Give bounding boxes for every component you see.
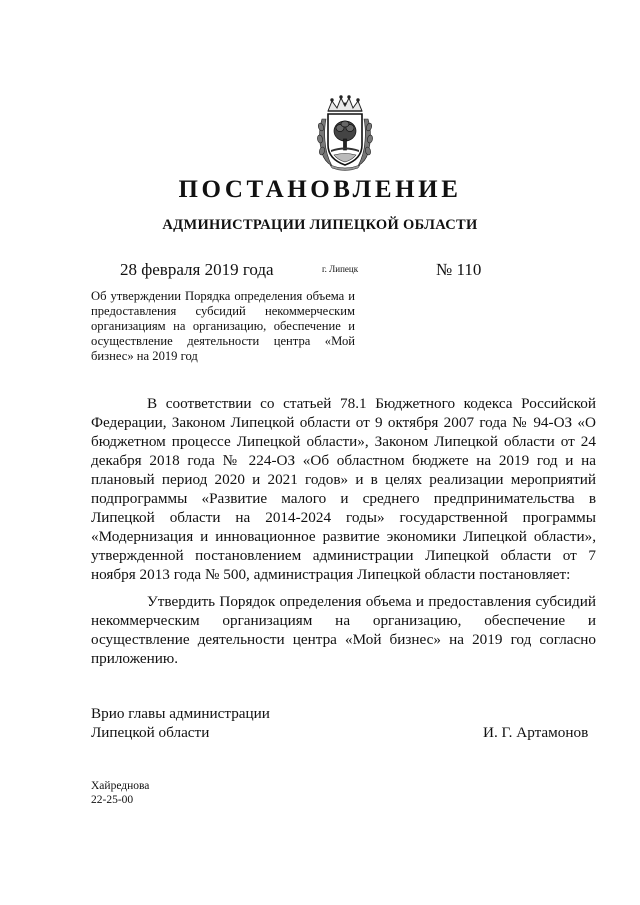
preamble-paragraph: В соответствии со статьей 78.1 Бюджетного кодекса Российской Федерации, Законом Липецкой области от 9 октября 2007 года № 94-ОЗ «О бюджетном процессе Липецкой области», Законом Липецкой области от 24 декабря 2018 года № 224-ОЗ «Об областном бюджете на 2019 год и на плановый период 2020 и 2021 годов» и в целях реализации мероприятий подпрограммы «Развитие малого и среднего предпринимательства в Липецкой области на 2014-2024 годы» государственной программы «Модернизация и инновационное развитие экономики Липецкой области», утвержденной постановлением администрации Липецкой области от 7 ноября 2013 года № 500, администрация Липецкой области постановляет:: [91, 395, 596, 583]
document-title: ПОСТАНОВЛЕНИЕ: [178, 176, 462, 203]
signatory-name: И. Г. Артамонов: [483, 724, 589, 741]
signatory-position-line-1: Врио главы администрации: [91, 705, 270, 722]
signatory-position-line-2: Липецкой области: [91, 724, 210, 741]
document-city: г. Липецк: [322, 264, 359, 274]
document-number: № 110: [436, 260, 482, 279]
executor-name: Хайреднова: [91, 780, 150, 792]
document-date: 28 февраля 2019 года: [120, 260, 274, 279]
signatory-position: [91, 704, 270, 742]
coat-of-arms-icon: [314, 95, 376, 171]
document-subject: Об утверждении Порядка определения объема и предоставления субсидий некоммерческим организациям на организацию, обеспечение и осуществление деятельности центра «Мой бизнес» на 2019 год: [91, 289, 355, 363]
executor-info: [91, 779, 149, 807]
resolution-paragraph: Утвердить Порядок определения объема и предоставления субсидий некоммерческим организациям на организацию, обеспечение и осуществление деятельности центра «Мой бизнес» на 2019 год согласно приложению.: [91, 593, 596, 667]
issuer-name: АДМИНИСТРАЦИИ ЛИПЕЦКОЙ ОБЛАСТИ: [162, 217, 478, 233]
executor-phone: 22-25-00: [91, 794, 134, 806]
